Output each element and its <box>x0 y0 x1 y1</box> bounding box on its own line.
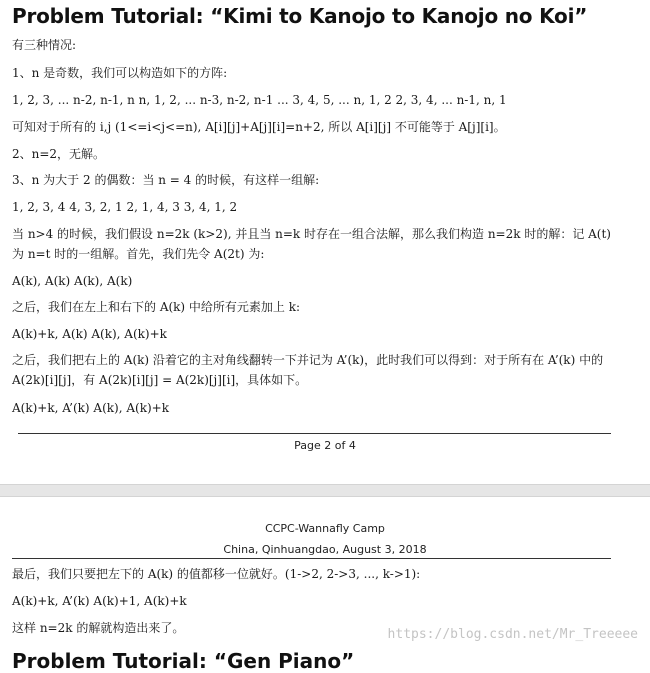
case-even-general-paragraph: 当 n>4 的时候，我们假设 n=2k (k>2), 并且当 n=k 时存在一组合法解，那么我们构造 n=2k 时的解：记 A(t) 为 n=t 时的一组解。首先，我们先令 A(2t) 为: <box>12 227 611 261</box>
case-odd-matrix: 1, 2, 3, ... n-2, n-1, n n, 1, 2, ... n-3, n-2, n-1 ... 3, 4, 5, ... n, 1, 2 2, 3, 4, ... n-1, n, 1 <box>12 93 507 107</box>
footer-rule <box>18 433 611 434</box>
page-number: Page 2 of 4 <box>294 439 356 452</box>
case-even-n4-matrix: 1, 2, 3, 4 4, 3, 2, 1 2, 1, 4, 3 3, 4, 1, 2 <box>12 200 238 214</box>
block-matrix-1: A(k), A(k) A(k), A(k) <box>12 274 133 288</box>
header-location-date: China, Qinhuangdao, August 3, 2018 <box>223 543 427 556</box>
case-even-heading: 3、n 为大于 2 的偶数：当 n = 4 的时候，有这样一组解: <box>12 173 320 187</box>
block-matrix-4: A(k)+k, A’(k) A(k)+1, A(k)+k <box>12 594 187 608</box>
step-flip-paragraph: 之后，我们把右上的 A(k) 沿着它的主对角线翻转一下并记为 A’(k)，此时我们可以得到：对于所有在 A’(k) 中的 A(2k)[i][j]，有 A(2k)[i][j] = A(2k)[j][i]，具体如下。 <box>12 353 604 387</box>
header-camp-name: CCPC-Wannafly Camp <box>265 522 385 535</box>
intro-line: 有三种情况: <box>12 38 77 52</box>
block-matrix-2: A(k)+k, A(k) A(k), A(k)+k <box>12 327 167 341</box>
problem-title: Problem Tutorial: “Kimi to Kanojo to Kanojo no Koi” <box>12 4 588 28</box>
case-odd-heading: 1、n 是奇数，我们可以构造如下的方阵: <box>12 66 228 80</box>
conclusion-line: 这样 n=2k 的解就构造出来了。 <box>12 621 185 635</box>
page-separator <box>0 484 650 497</box>
header-rule <box>12 558 611 559</box>
case-two-line: 2、n=2，无解。 <box>12 147 106 161</box>
final-step-line: 最后，我们只要把左下的 A(k) 的值都移一位就好。(1->2, 2->3, ..., k->1): <box>12 567 421 581</box>
pdf-page-3 <box>0 497 650 673</box>
csdn-watermark: https://blog.csdn.net/Mr_Treeeee <box>387 627 638 642</box>
step-add-k-line: 之后，我们在左上和右下的 A(k) 中给所有元素加上 k: <box>12 300 301 314</box>
case-odd-proof: 可知对于所有的 i,j (1<=i<j<=n), A[i][j]+A[j][i]=n+2, 所以 A[i][j] 不可能等于 A[j][i]。 <box>12 120 506 134</box>
next-problem-title: Problem Tutorial: “Gen Piano” <box>12 649 355 673</box>
block-matrix-3: A(k)+k, A’(k) A(k), A(k)+k <box>12 401 169 415</box>
